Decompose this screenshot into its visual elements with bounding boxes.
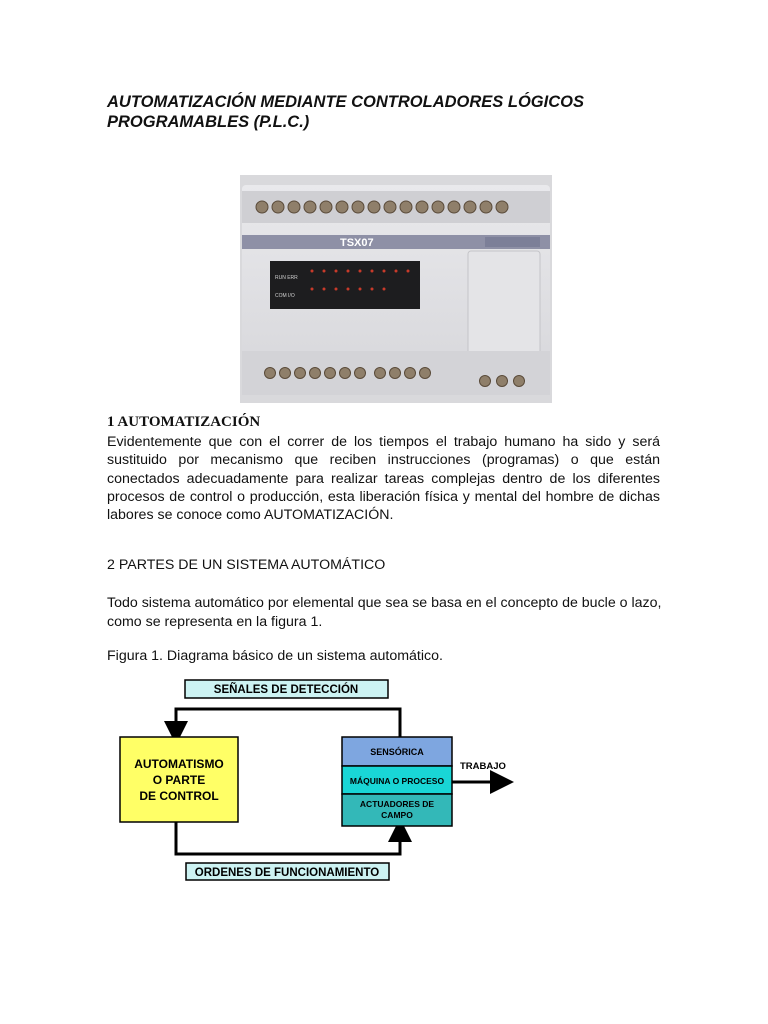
actuator-line-2: CAMPO — [381, 810, 413, 820]
signals-label: SEÑALES DE DETECCIÓN — [213, 684, 359, 696]
control-line-1: AUTOMATISMO — [134, 757, 224, 771]
figure-caption: Figura 1. Diagrama básico de un sistema automático. — [107, 648, 443, 664]
title-line-2: PROGRAMABLES (P.L.C.) — [107, 113, 310, 131]
svg-text:COM I/O: COM I/O — [275, 293, 295, 299]
section-2-heading: 2 PARTES DE UN SISTEMA AUTOMÁTICO — [107, 557, 386, 573]
plc-model-label: TSX07 — [340, 237, 374, 249]
feedback-arrow — [176, 709, 400, 737]
section-1-heading: 1 AUTOMATIZACIÓN — [107, 414, 261, 430]
machine-label: MÁQUINA O PROCESO — [349, 776, 445, 786]
actuator-line-1: ACTUADORES DE — [359, 799, 435, 809]
document-title — [107, 92, 667, 132]
control-line-3: DE CONTROL — [139, 789, 219, 803]
plc-photo — [240, 175, 552, 403]
title-line-1: AUTOMATIZACIÓN MEDIANTE CONTROLADORES LÓGICOS — [107, 93, 584, 111]
output-label: TRABAJO — [460, 761, 506, 772]
section-2-paragraph: Todo sistema automático por elemental que sea se basa en el concepto de bucle o lazo, como se representa en la figura 1. — [107, 595, 662, 630]
automation-diagram — [110, 675, 530, 890]
orders-label: ORDENES DE FUNCIONAMIENTO — [194, 867, 380, 879]
command-arrow — [176, 822, 400, 854]
svg-text:RUN ERR: RUN ERR — [275, 275, 298, 281]
section-1-paragraph: Evidentemente que con el correr de los tiempos el trabajo humano ha sido y será sustituido por mecanismo que reciben instrucciones (programas) o que están conectados adecuadamente para realizar tareas complejas dentro de los diferentes procesos de control o producción, esta liberación física y mental del hombre de dichas labores se conoce como AUTOMATIZACIÓN. — [107, 434, 660, 524]
control-line-2: O PARTE — [152, 773, 206, 787]
sensor-label: SENSÓRICA — [370, 747, 424, 757]
